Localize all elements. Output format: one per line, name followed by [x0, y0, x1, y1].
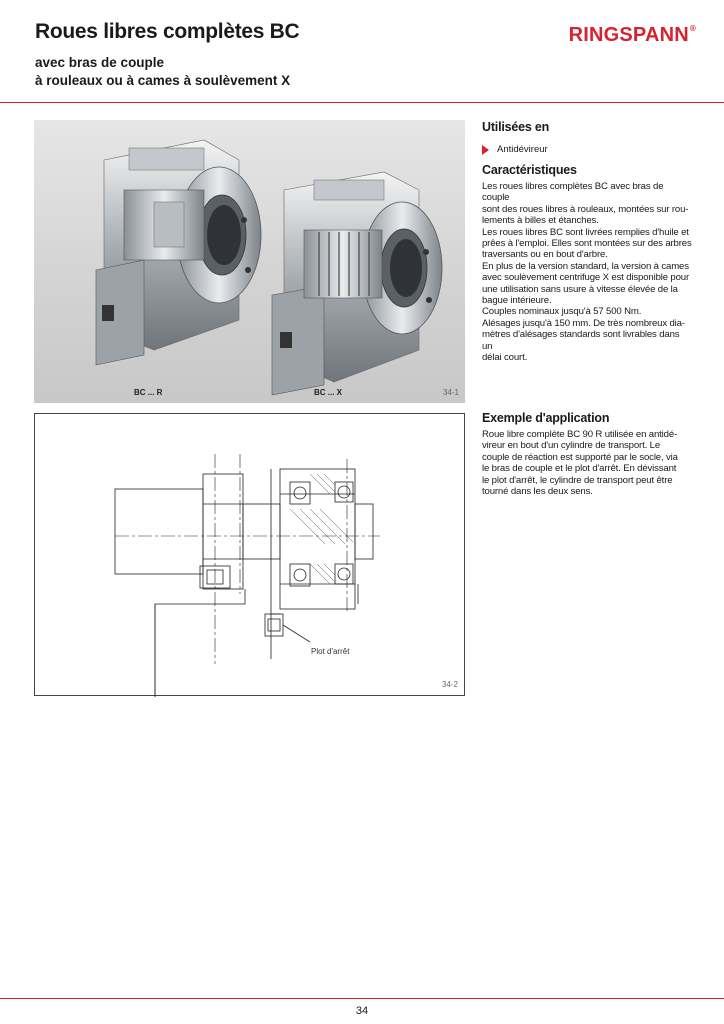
stop-pin-label: Plot d'arrêt [311, 647, 350, 656]
text-line: lements à billes et étanches. [482, 215, 599, 227]
footer-divider [0, 998, 724, 999]
photo-caption-right: BC ... X [314, 388, 343, 397]
text-line: En plus de la version standard, la version à cames [482, 260, 689, 272]
registered-mark: ® [689, 24, 696, 34]
text-line: une utilisation sans usure à vitesse élevée de la [482, 283, 678, 295]
text-line: Les roues libres complètes BC avec bras de couple [482, 181, 664, 204]
subtitle-line: à rouleaux ou à cames à soulèvement X [35, 73, 291, 88]
application-section [482, 411, 692, 497]
text-line: Roue libre complète BC 90 R utilisée en antidé- [482, 429, 678, 440]
page-subtitle [35, 54, 290, 90]
text-line: tourné dans les deux sens. [482, 486, 593, 498]
text-line: le bras de couple et le plot d'arrêt. En dévissant [482, 463, 677, 475]
features-paragraph [482, 227, 692, 261]
text-line: traversants ou en bout d'arbre. [482, 249, 608, 261]
text-line: sont des roues libres à rouleaux, montées sur rou- [482, 203, 689, 215]
photo-reference: 34-1 [442, 388, 459, 397]
usage-item-label: Antidévireur [497, 144, 548, 155]
features-paragraph [482, 306, 692, 317]
page-number: 34 [355, 1005, 369, 1017]
technical-drawing [34, 413, 465, 696]
features-heading: Caractéristiques [482, 163, 577, 177]
drawing-reference: 34-2 [441, 680, 458, 689]
text-line: prêes à l'emploi. Elles sont montées sur des arbres [482, 238, 692, 250]
text-line: le plot d'arrêt, le cylindre de transport peut être [482, 474, 673, 486]
features-paragraph [482, 318, 692, 364]
section-drawing [35, 414, 466, 697]
logo-text: RINGSPANN [568, 24, 689, 46]
header-divider [0, 102, 724, 103]
text-line: couple de réaction est supporté par le socle, via [482, 451, 678, 463]
photo-caption-left: BC ... R [134, 388, 163, 397]
text-line: mètres d'alésages standards sont livrables dans un [482, 329, 680, 352]
text-line: Les roues libres BC sont livrées remplies d'huile et [482, 226, 689, 238]
usage-item [482, 144, 692, 155]
text-line: Alésages jusqu'à 150 mm. De très nombreux dia- [482, 317, 685, 329]
subtitle-line: avec bras de couple [35, 55, 165, 70]
features-paragraph [482, 261, 692, 307]
application-heading: Exemple d'application [482, 411, 610, 425]
text-line: délai court. [482, 352, 528, 364]
usage-section [482, 120, 692, 155]
unit-bc-x [272, 172, 442, 395]
text-line: vireur en bout d'un cylindre de transport. Le [482, 440, 661, 452]
application-paragraph [482, 429, 692, 497]
text-line: Couples nominaux jusqu'à 57 500 Nm. [482, 306, 642, 318]
text-line: avec soulèvement centrifuge X est disponible pour [482, 272, 690, 284]
product-photo [34, 120, 465, 403]
page-title: Roues libres complètes BC [35, 20, 300, 43]
usage-heading: Utilisées en [482, 120, 550, 134]
arrow-bullet-icon [482, 145, 489, 155]
text-line: bague intérieure. [482, 295, 552, 307]
unit-bc-r [96, 140, 261, 365]
brand-logo [569, 24, 696, 47]
features-section [482, 163, 692, 364]
product-illustration [34, 120, 465, 403]
features-paragraph [482, 181, 692, 227]
